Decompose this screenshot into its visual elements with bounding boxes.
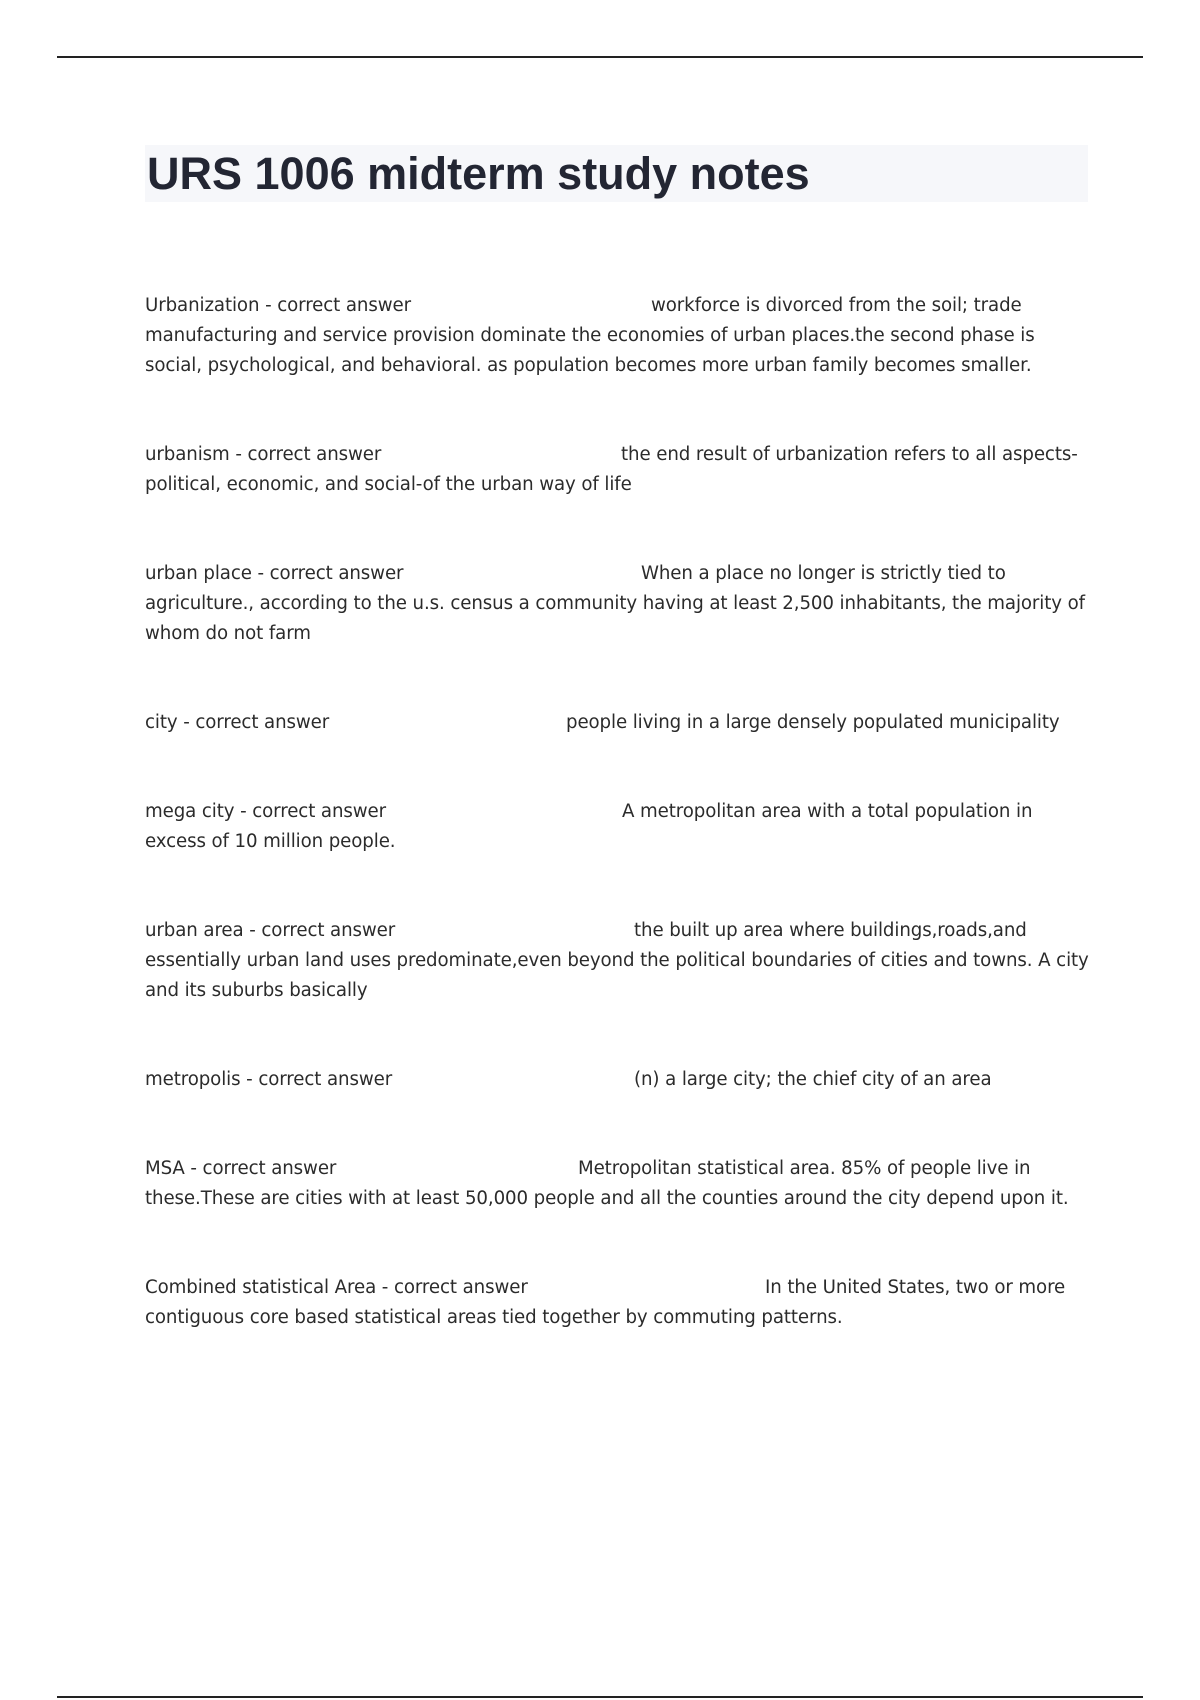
note-term: metropolis - correct answer [145, 1069, 393, 1090]
note-entry-city [145, 708, 1095, 738]
note-term: urbanism - correct answer [145, 444, 382, 465]
note-text [145, 559, 1095, 649]
note-term: urban place - correct answer [145, 563, 404, 584]
note-term: MSA - correct answer [145, 1158, 337, 1179]
note-term: urban area - correct answer [145, 920, 396, 941]
note-entry-urbanism [145, 440, 1095, 500]
note-term: Combined statistical Area - correct answer [145, 1277, 528, 1298]
note-entry-urbanization [145, 291, 1095, 381]
bottom-rule [57, 1696, 1143, 1698]
note-text [145, 1154, 1095, 1214]
note-text [145, 1065, 1095, 1095]
note-text [145, 440, 1095, 500]
note-definition: (n) a large city; the chief city of an area [634, 1069, 992, 1090]
note-term: mega city - correct answer [145, 801, 387, 822]
note-term: city - correct answer [145, 712, 330, 733]
note-entry-mega-city [145, 797, 1095, 857]
note-text [145, 916, 1095, 1006]
note-text [145, 797, 1095, 857]
notes-list [145, 291, 1095, 1392]
note-entry-urban-area [145, 916, 1095, 1006]
title-banner [145, 145, 1088, 202]
note-entry-msa [145, 1154, 1095, 1214]
note-entry-combined-statistical-area [145, 1273, 1095, 1333]
top-rule [57, 56, 1143, 58]
note-entry-urban-place [145, 559, 1095, 649]
note-definition: A metropolitan area with a total population in excess of 10 million people. [145, 801, 1033, 852]
note-definition: the built up area where buildings,roads,and essentially urban land uses predominate,even beyond the political boundaries of cities and towns. A city and its suburbs basically [145, 920, 1089, 1001]
note-definition: people living in a large densely populated municipality [566, 712, 1060, 733]
note-term: Urbanization - correct answer [145, 295, 411, 316]
note-definition: the end result of urbanization refers to all aspects- political, economic, and social-of the urban way of life [145, 444, 1078, 495]
note-text [145, 708, 1095, 738]
note-text [145, 1273, 1095, 1333]
page-title: URS 1006 midterm study notes [147, 148, 810, 199]
note-definition: workforce is divorced from the soil; trade manufacturing and service provision dominate the economies of urban places.the second phase is social, psychological, and behavioral. as population becomes more urban family becomes smaller. [145, 295, 1035, 376]
note-definition: Metropolitan statistical area. 85% of people live in these.These are cities with at least 50,000 people and all the counties around the city depend upon it. [145, 1158, 1069, 1209]
note-entry-metropolis [145, 1065, 1095, 1095]
note-definition: In the United States, two or more contiguous core based statistical areas tied together by commuting patterns. [145, 1277, 1066, 1328]
note-definition: When a place no longer is strictly tied to agriculture., according to the u.s. census a community having at least 2,500 inhabitants, the majority of whom do not farm [145, 563, 1085, 644]
note-text [145, 291, 1095, 381]
